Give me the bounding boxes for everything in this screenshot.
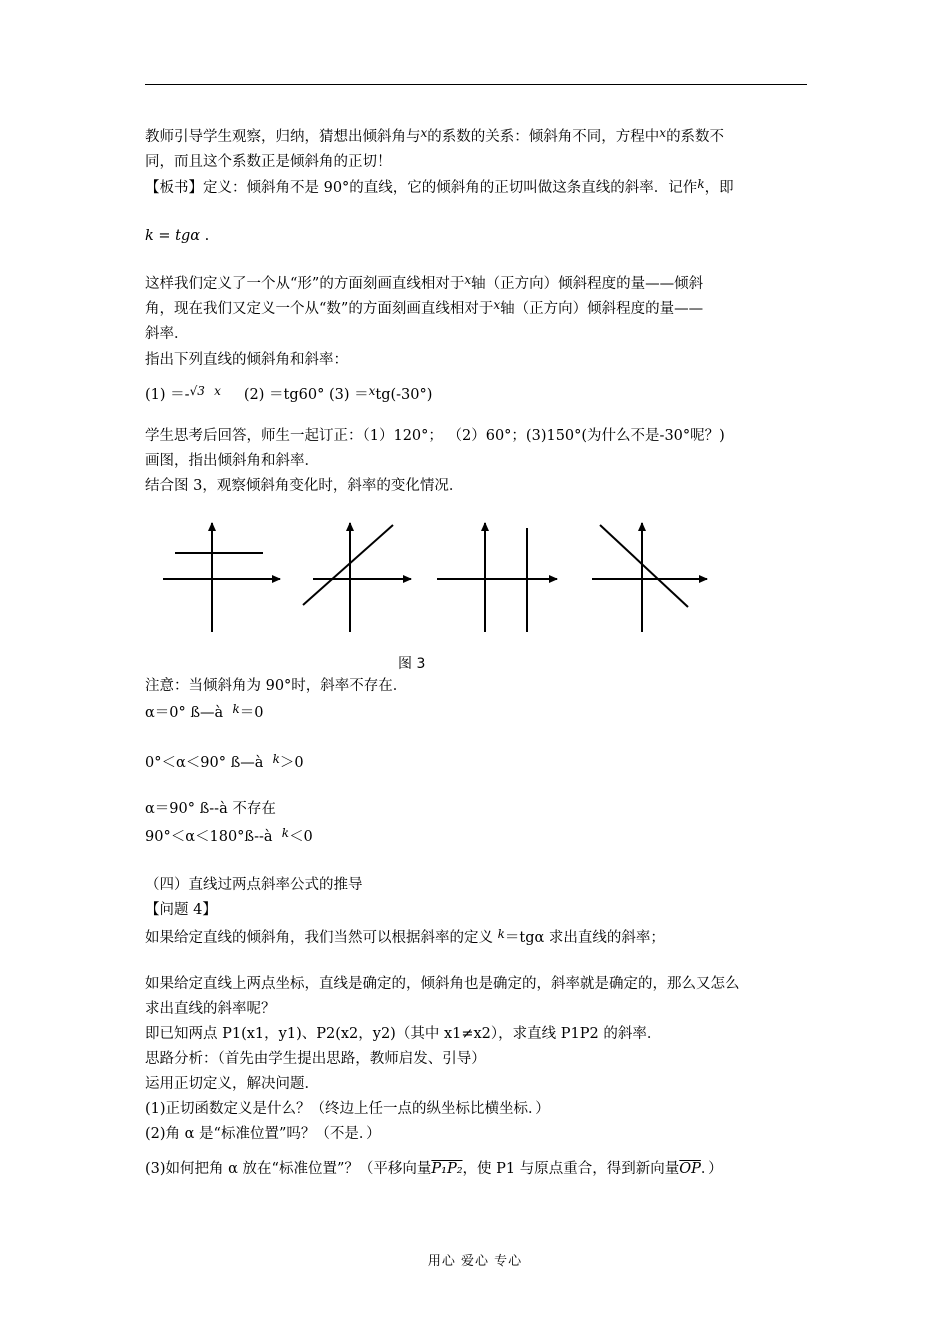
header-rule (145, 84, 807, 85)
para-line: 思路分析：（首先由学生提出思路，教师启发、引导） (145, 1051, 486, 1067)
axes-panel-1 (163, 523, 280, 632)
formula-line: k = tgα . (145, 228, 210, 244)
para-line: 0°＜α＜90° ß—à $^k$＞0 (145, 752, 304, 771)
para-line: (2)角 α 是“标准位置”吗？（不是．） (145, 1126, 381, 1142)
para-line: 即已知两点 P1(x1，y1)、P2(x2，y2)（其中 x1≠x2），求直线 P1P2 的斜率． (145, 1026, 662, 1042)
para-line: 指出下列直线的倾斜角和斜率： (145, 352, 348, 368)
para-line: 角，现在我们又定义一个从“数”的方面刻画直线相对于$^x$轴（正方向）倾斜程度的量—— (145, 298, 704, 317)
para-line: 运用正切定义，解决问题． (145, 1076, 319, 1092)
figure-3 (155, 515, 715, 637)
para-line: 同，而且这个系数正是倾斜角的正切！ (145, 154, 392, 170)
para-line: (1)正切函数定义是什么？（终边上任一点的纵坐标比横坐标．） (145, 1101, 550, 1117)
axes-panel-2 (303, 523, 411, 632)
page-footer: 用心 爱心 专心 (427, 1254, 523, 1269)
para-line: 【板书】定义：倾斜角不是 90°的直线，它的倾斜角的正切叫做这条直线的斜率．记作$^k$，即 (145, 177, 734, 196)
para-line: α＝0° ß—à $^k$＝0 (145, 702, 264, 721)
para-line: 如果给定直线的倾斜角，我们当然可以根据斜率的定义 $^k$＝tgα 求出直线的斜率； (145, 927, 665, 946)
para-line: 教师引导学生观察，归纳，猜想出倾斜角与$^x$的系数的关系：倾斜角不同，方程中$^x$的系数不 (145, 126, 725, 145)
para-line: 结合图 3，观察倾斜角变化时，斜率的变化情况． (145, 478, 464, 494)
para-line: 【问题 4】 (145, 902, 217, 918)
para-line: 注意：当倾斜角为 90°时，斜率不存在． (145, 678, 408, 694)
para-line: (1) ＝-$^{√3}$ $^x$ (2) ＝tg60° (3) ＝$^x$tg(-30°) (145, 384, 433, 403)
axes-panel-3 (437, 523, 557, 632)
figure-caption: 图 3 (398, 656, 426, 672)
para-line: 这样我们定义了一个从“形”的方面刻画直线相对于$^x$轴（正方向）倾斜程度的量——倾斜 (145, 273, 704, 292)
para-line: 斜率． (145, 326, 189, 342)
para-line: (3)如何把角 α 放在“标准位置”？（平移向量P₁P₂，使 P1 与原点重合，得到新向量$\overline{OP}$．） (145, 1161, 723, 1177)
para-line: 学生思考后回答，师生一起订正：（1）120°； （2）60°；(3)150°(为什么不是-30°呢？) (145, 428, 725, 444)
para-line: 画图，指出倾斜角和斜率． (145, 453, 319, 469)
para-line: 如果给定直线上两点坐标，直线是确定的，倾斜角也是确定的，斜率就是确定的，那么又怎么 (145, 976, 740, 992)
axes-panel-4 (592, 523, 707, 632)
section-heading: （四）直线过两点斜率公式的推导 (145, 877, 363, 893)
para-line: 求出直线的斜率呢？ (145, 1001, 276, 1017)
para-line: 90°＜α＜180°ß--à $^k$＜0 (145, 826, 313, 845)
para-line: α＝90° ß--à 不存在 (145, 801, 276, 817)
